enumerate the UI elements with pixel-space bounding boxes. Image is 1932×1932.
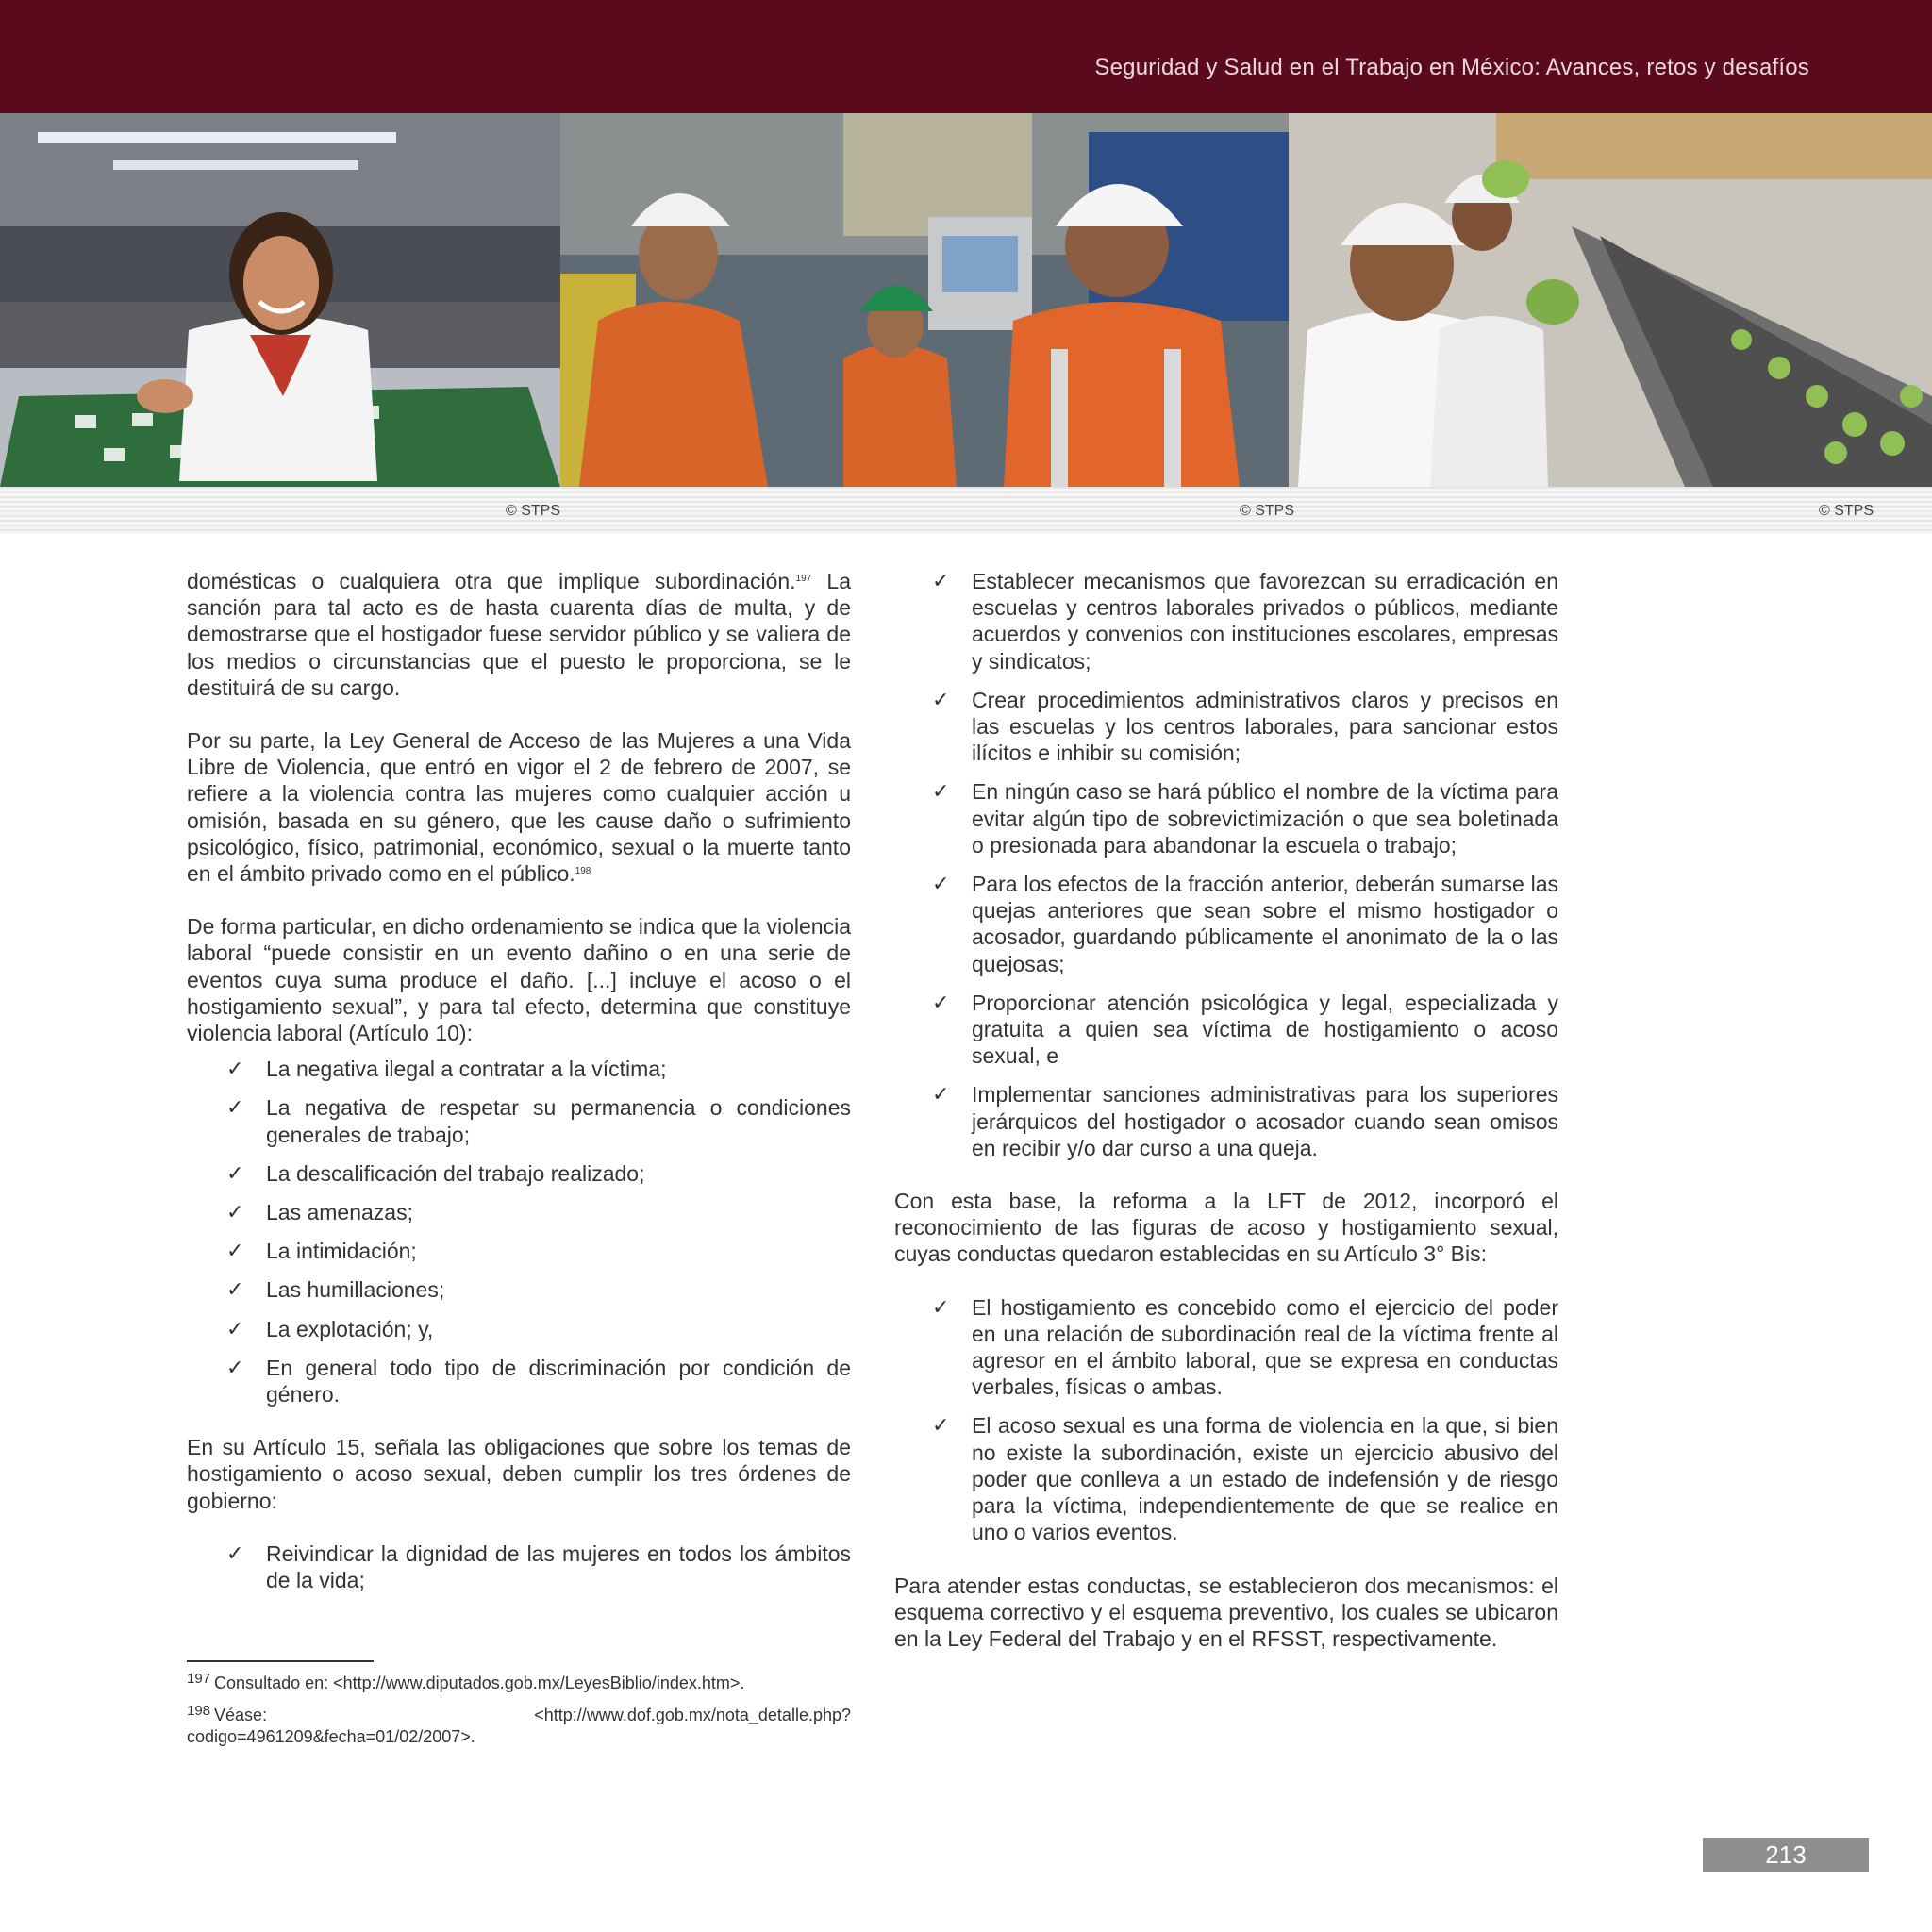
check-icon: ✓ — [226, 1095, 244, 1120]
footnote-ref[interactable]: 198 — [575, 866, 591, 877]
photo-credit: © STPS — [1240, 503, 1295, 519]
photo-workers-produce — [1289, 113, 1932, 487]
list-item: ✓ La negativa ilegal a contratar a la víctima; — [226, 1057, 667, 1082]
list-item: ✓ Proporcionar atención psicológica y legal, especializada y gratuita a quien sea víctima de hostigamiento o acoso sexual, e — [932, 990, 1558, 1069]
list-item: ✓ Las humillaciones; — [226, 1277, 445, 1303]
photo-credit: © STPS — [506, 503, 561, 519]
list-item: ✓ La intimidación; — [226, 1239, 417, 1264]
paragraph: Para atender estas conductas, se establecieron dos mecanismos: el esquema correctivo y el esquema preventivo, los cuales se ubicaron en la Ley Federal del Trabajo y en el RFSST, respectivamente. — [894, 1573, 1558, 1651]
photo-credits-band — [0, 487, 1932, 534]
paragraph: De forma particular, en dicho ordenamiento se indica que la violencia laboral “puede consistir en un evento dañino o en una serie de eventos cuya suma produce el daño. [...] incluye el acoso o el hostigamiento sexual”, y para tal efecto, determina que constituye violencia laboral (Artículo 10): — [187, 914, 851, 1046]
paragraph: Con esta base, la reforma a la LFT de 2012, incorporó el reconocimiento de las figuras de acoso y hostigamiento sexual, cuyas conductas quedaron establecidas en su Artículo 3° Bis: — [894, 1189, 1558, 1267]
list-item: ✓ En ningún caso se hará público el nombre de la víctima para evitar algún tipo de sobrevictimización o que sea boletinada o presionada para abandonar la escuela o trabajo; — [932, 779, 1558, 858]
list-item: ✓ Para los efectos de la fracción anterior, deberán sumarse las quejas anteriores que sean sobre el mismo hostigador o acosador, guardando públicamente el anonimato de la o las quejosas; — [932, 872, 1558, 976]
right-column — [894, 568, 1558, 1678]
photo-credit: © STPS — [1819, 503, 1874, 519]
check-icon: ✓ — [932, 779, 950, 804]
page-number: 213 — [1703, 1838, 1869, 1872]
list-item: ✓ Establecer mecanismos que favorezcan su erradicación en escuelas y centros laborales privados o públicos, mediante acuerdos y convenios con instituciones escolares, empresas y sindicatos; — [932, 569, 1558, 674]
list-item: ✓ La descalificación del trabajo realizado; — [226, 1160, 645, 1186]
footnote — [187, 1668, 851, 1694]
photo-workers-helmets — [560, 113, 1289, 487]
check-icon: ✓ — [226, 1355, 244, 1379]
paragraph: domésticas o cualquiera otra que implique subordinación.$^{197}$ La sanción para tal acto es de hasta cuarenta días de multa, y de demostrarse que el hostigador fuese servidor público y se valiera de los medios o circunstancias que el puesto le proporciona, se le destituirá de su cargo. — [187, 569, 851, 700]
header-bar — [0, 0, 1932, 113]
checklist — [894, 1294, 1558, 1546]
footnote-number: 197 — [187, 1671, 211, 1687]
list-item: ✓ Las amenazas; — [226, 1200, 413, 1225]
list-item: ✓ En general todo tipo de discriminación por condición de género. — [226, 1355, 851, 1407]
check-icon: ✓ — [932, 1082, 950, 1107]
footnote-link[interactable]: Consultado en: <http://www.diputados.gob.mx/LeyesBiblio/index.htm>. — [214, 1674, 745, 1692]
check-icon: ✓ — [932, 1294, 950, 1319]
check-icon: ✓ — [226, 1316, 244, 1341]
check-icon: ✓ — [932, 1413, 950, 1438]
checklist — [187, 1056, 851, 1407]
list-item: ✓ La explotación; y, — [226, 1316, 434, 1341]
footnote-divider — [187, 1660, 374, 1662]
check-icon: ✓ — [932, 990, 950, 1014]
running-header-title: Seguridad y Salud en el Trabajo en México: Avances, retos y desafíos — [1094, 55, 1809, 80]
list-item: ✓ El hostigamiento es concebido como el ejercicio del poder en una relación de subordinación real de la víctima frente al agresor en el ámbito laboral, que se expresa en conductas verbales, físicas o ambas. — [932, 1294, 1558, 1400]
footnote — [187, 1700, 851, 1748]
check-icon: ✓ — [226, 1277, 244, 1302]
checklist — [894, 568, 1558, 1161]
photo-worker-electronics — [0, 113, 560, 487]
list-item: ✓ Crear procedimientos administrativos claros y precisos en las escuelas y los centros laborales, para sancionar estos ilícitos e inhibir su comisión; — [932, 687, 1558, 766]
check-icon: ✓ — [932, 569, 950, 592]
left-column — [187, 568, 851, 1620]
check-icon: ✓ — [226, 1239, 244, 1263]
list-item: ✓ La negativa de respetar su permanencia o condiciones generales de trabajo; — [226, 1095, 851, 1147]
check-icon: ✓ — [932, 872, 950, 896]
list-item: ✓ El acoso sexual es una forma de violencia en la que, si bien no existe la subordinación, existe un ejercicio abusivo del poder que conlleva a un estado de indefensión y de riesgo para la víctima, independientemente de que se realice en uno o varios eventos. — [932, 1413, 1558, 1545]
list-item: ✓ Reivindicar la dignidad de las mujeres en todos los ámbitos de la vida; — [226, 1541, 851, 1593]
check-icon: ✓ — [226, 1200, 244, 1224]
footnote-number: 198 — [187, 1703, 211, 1719]
list-item: ✓ Implementar sanciones administrativas para los superiores jerárquicos del hostigador o acosador cuando sean omisos en recibir y/o dar curso a una queja. — [932, 1082, 1558, 1160]
checklist — [187, 1541, 851, 1593]
photo-strip — [0, 113, 1932, 487]
check-icon: ✓ — [226, 1541, 244, 1565]
footnotes — [187, 1668, 851, 1754]
paragraph: En su Artículo 15, señala las obligaciones que sobre los temas de hostigamiento o acoso sexual, deben cumplir los tres órdenes de gobierno: — [187, 1435, 851, 1513]
check-icon: ✓ — [932, 687, 950, 711]
footnote-ref[interactable]: 197 — [795, 574, 812, 584]
check-icon: ✓ — [226, 1160, 244, 1185]
check-icon: ✓ — [226, 1057, 244, 1081]
paragraph: Por su parte, la Ley General de Acceso de las Mujeres a una Vida Libre de Violencia, que entró en vigor el 2 de febrero de 2007, se refiere a la violencia contra las mujeres como cualquier acción u omisión, basada en su género, que les cause daño o sufrimiento psicológico, físico, patrimonial, económico, sexual o la muerte tanto en el ámbito privado como en el público.$^{198}$ — [187, 728, 851, 887]
footnote-link[interactable]: Véase: <http://www.dof.gob.mx/nota_detalle.php?codigo=4961209&fecha=01/02/2007>. — [187, 1706, 851, 1746]
